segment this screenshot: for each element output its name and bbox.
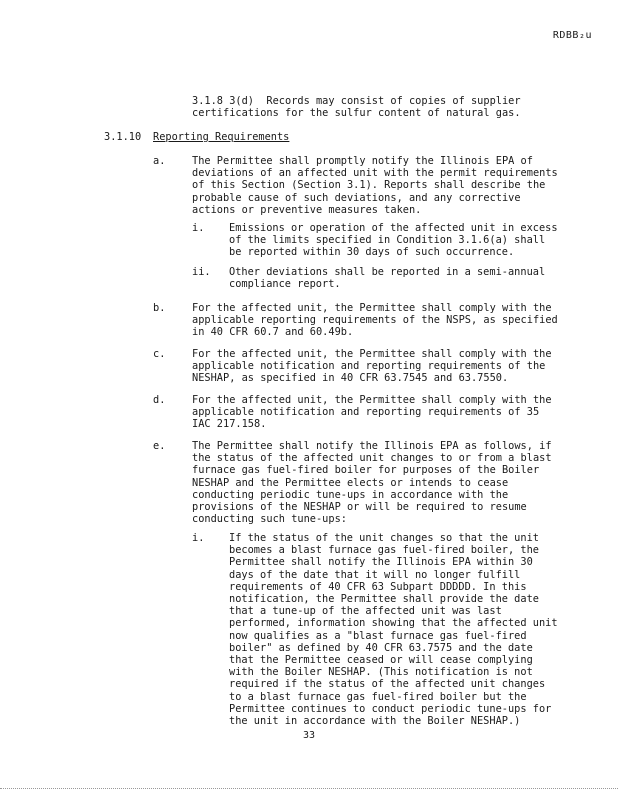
item-text: For the affected unit, the Permittee shall comply with the applicable notification and reporting requirements of 35 IAC 217.158.	[192, 394, 552, 431]
item-marker: d.	[153, 394, 166, 406]
subitem-text: Emissions or operation of the affected unit in excess of the limits specified in Condition 3.1.6(a) shall be reported within 30 days of such occurrence.	[229, 222, 558, 259]
intro-paragraph: 3.1.8 3(d) Records may consist of copies of supplier certifications for the sulfur content of natural gas.	[192, 95, 521, 120]
subitem-marker: i.	[192, 222, 205, 234]
page-header-code: RDBB₂u	[552, 30, 592, 41]
item-text: For the affected unit, the Permittee shall comply with the applicable notification and reporting requirements of the NESHAP, as specified in 40 CFR 63.7545 and 63.7550.	[192, 348, 552, 385]
item-marker: e.	[153, 440, 166, 452]
item-marker: a.	[153, 155, 166, 167]
item-marker: b.	[153, 302, 166, 314]
subitem-text: If the status of the unit changes so that the unit becomes a blast furnace gas fuel-fired boiler, the Permittee shall notify the Illinois EPA within 30 days of the date that it will no longer fulfill requirements of 40 CFR 63 Subpart DDDDD. In this notification, the Permittee shall provide the date that a tune-up of the affected unit was last performed, information showing that the affected unit now qualifies as a "blast furnace gas fuel-fired boiler" as defined by 40 CFR 63.7575 and the date that the Permittee ceased or will cease complying with the Boiler NESHAP. (This notification is not required if the status of the affected unit changes to a blast furnace gas fuel-fired boiler but the Permittee continues to conduct periodic tune-ups for the unit in accordance with the Boiler NESHAP.)	[229, 532, 558, 728]
item-text: For the affected unit, the Permittee shall comply with the applicable reporting requirements of the NSPS, as specified in 40 CFR 60.7 and 60.49b.	[192, 302, 558, 339]
section-title: Reporting Requirements	[153, 131, 290, 143]
item-marker: c.	[153, 348, 166, 360]
item-text: The Permittee shall notify the Illinois EPA as follows, if the status of the affected unit changes to or from a blast furnace gas fuel-fired boiler for purposes of the Boiler NESHAP and the Permittee elects or intends to cease conducting periodic tune-ups in accordance with the provisions of the NESHAP or will be required to resume conducting such tune-ups:	[192, 440, 552, 526]
subitem-marker: ii.	[192, 266, 211, 278]
subitem-text: Other deviations shall be reported in a semi-annual compliance report.	[229, 266, 546, 291]
item-text: The Permittee shall promptly notify the Illinois EPA of deviations of an affected unit with the permit requirements of this Section (Section 3.1). Reports shall describe the probable cause of such deviations, and any corrective actions or preventive measures taken.	[192, 155, 558, 216]
subitem-marker: i.	[192, 532, 205, 544]
page-number: 33	[302, 730, 316, 741]
section-number: 3.1.10	[104, 131, 142, 143]
scan-edge-divider	[0, 788, 618, 790]
